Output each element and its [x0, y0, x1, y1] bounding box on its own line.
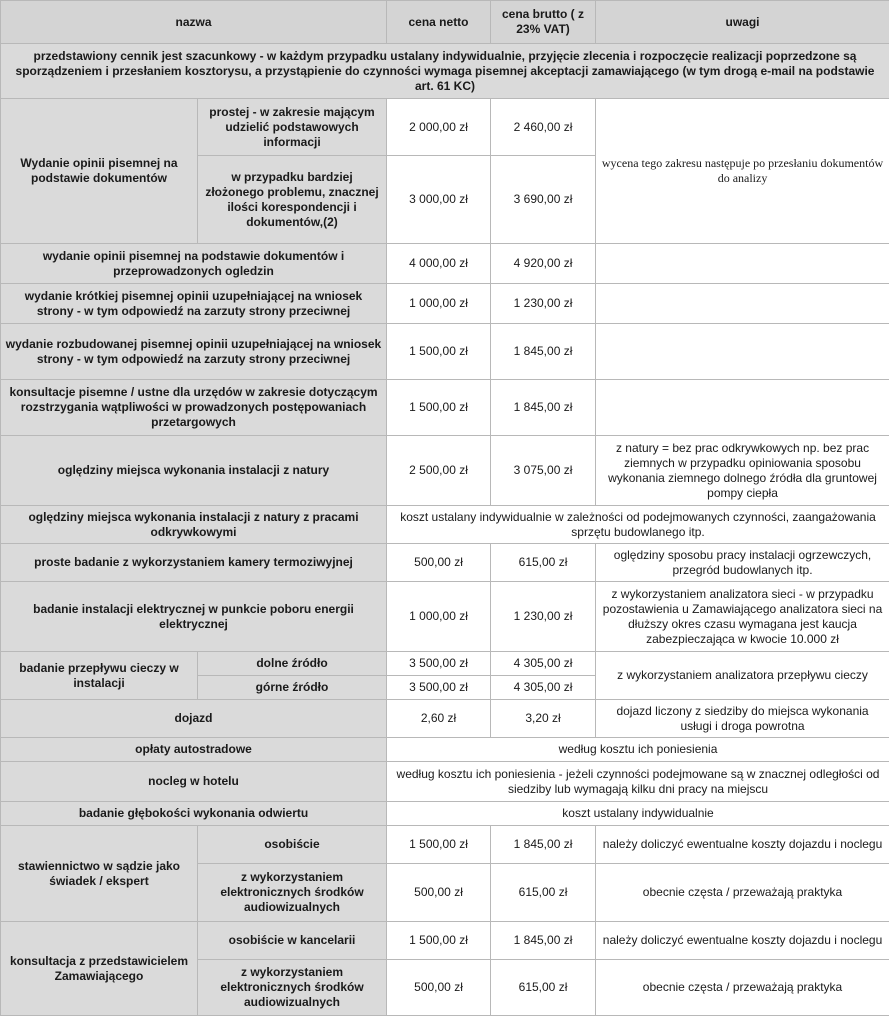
row-note — [596, 284, 889, 324]
row-sublabel: z wykorzystaniem elektronicznych środków audiowizualnych — [198, 960, 387, 1016]
price-gross: 615,00 zł — [491, 544, 596, 582]
table-row — [1, 324, 889, 380]
table-row — [1, 762, 889, 802]
row-note: z natury = bez prac odkrywkowych np. bez prac ziemnych w przypadku opiniowania sposobu wykonania ziemnego dolnego źródła dla gruntowej pompy ciepła — [596, 436, 889, 506]
row-name: oględziny miejsca wykonania instalacji z natury z pracami odkrywkowymi — [1, 506, 387, 544]
row-name: wydanie rozbudowanej pisemnej opinii uzupełniającej na wniosek strony - w tym odpowiedź na zarzuty strony przeciwnej — [1, 324, 387, 380]
price-gross: 4 920,00 zł — [491, 244, 596, 284]
table-row — [1, 506, 889, 544]
row-name: dojazd — [1, 700, 387, 738]
price-net: 3 000,00 zł — [387, 156, 491, 244]
header-gross: cena brutto ( z 23% VAT) — [491, 1, 596, 44]
row-note — [596, 324, 889, 380]
row-sublabel: dolne źródło — [198, 652, 387, 676]
price-net: 1 500,00 zł — [387, 324, 491, 380]
price-net: 1 000,00 zł — [387, 284, 491, 324]
price-gross: 1 230,00 zł — [491, 284, 596, 324]
row-note: z wykorzystaniem analizatora sieci - w przypadku pozostawienia u Zamawiającego analizatora sieci na dłuższy okres czasu wymagana jest kaucja zabezpieczająca w kwocie 10.000 zł — [596, 582, 889, 652]
header-name: nazwa — [1, 1, 387, 44]
price-gross: 1 230,00 zł — [491, 582, 596, 652]
row-merged-note: koszt ustalany indywidualnie w zależności od podejmowanych czynności, zaangażowania sprzętu budowlanego itp. — [387, 506, 889, 544]
row-name: oględziny miejsca wykonania instalacji z natury — [1, 436, 387, 506]
row-note: obecnie częsta / przeważają praktyka — [596, 864, 889, 922]
price-gross: 3 075,00 zł — [491, 436, 596, 506]
table-row — [1, 652, 889, 676]
row-name: proste badanie z wykorzystaniem kamery termoziwyjnej — [1, 544, 387, 582]
row-note: należy doliczyć ewentualne koszty dojazdu i noclegu — [596, 922, 889, 960]
table-row — [1, 99, 889, 156]
price-net: 500,00 zł — [387, 960, 491, 1016]
row-name: opłaty autostradowe — [1, 738, 387, 762]
price-gross: 4 305,00 zł — [491, 676, 596, 700]
header-notes: uwagi — [596, 1, 889, 44]
price-net: 2,60 zł — [387, 700, 491, 738]
price-net: 1 500,00 zł — [387, 922, 491, 960]
price-net: 500,00 zł — [387, 864, 491, 922]
notice-text: przedstawiony cennik jest szacunkowy - w każdym przypadku ustalany indywidualnie, przyjęcie zlecenia i rozpoczęcie realizacji poprzedzone są sporządzeniem i przesłaniem kosztorysu, a przystąpienie do czynności wymaga pisemnej akceptacji zamawiającego (w tym drogą e-mail na podstawie art. 61 KC) — [1, 44, 889, 99]
price-gross: 1 845,00 zł — [491, 826, 596, 864]
row-note — [596, 244, 889, 284]
table-row — [1, 826, 889, 864]
header-net: cena netto — [387, 1, 491, 44]
price-gross: 3 690,00 zł — [491, 156, 596, 244]
row-note — [596, 380, 889, 436]
price-gross: 1 845,00 zł — [491, 922, 596, 960]
row-name: wydanie opinii pisemnej na podstawie dokumentów i przeprowadzonych ogledzin — [1, 244, 387, 284]
table-row — [1, 284, 889, 324]
price-net: 500,00 zł — [387, 544, 491, 582]
table-row — [1, 802, 889, 826]
row-sublabel: osobiście w kancelarii — [198, 922, 387, 960]
table-row — [1, 244, 889, 284]
price-gross: 4 305,00 zł — [491, 652, 596, 676]
price-gross: 2 460,00 zł — [491, 99, 596, 156]
price-net: 1 500,00 zł — [387, 380, 491, 436]
price-net: 2 500,00 zł — [387, 436, 491, 506]
row-note: należy doliczyć ewentualne koszty dojazdu i noclegu — [596, 826, 889, 864]
row-sublabel: górne źródło — [198, 676, 387, 700]
notice-row — [1, 44, 889, 99]
row-name: badanie instalacji elektrycznej w punkcie poboru energii elektrycznej — [1, 582, 387, 652]
price-gross: 1 845,00 zł — [491, 324, 596, 380]
price-net: 1 500,00 zł — [387, 826, 491, 864]
table-row — [1, 436, 889, 506]
price-gross: 615,00 zł — [491, 960, 596, 1016]
row-name: stawiennictwo w sądzie jako świadek / ekspert — [1, 826, 198, 922]
table-row — [1, 922, 889, 960]
row-note: dojazd liczony z siedziby do miejsca wykonania usługi i droga powrotna — [596, 700, 889, 738]
row-name: wydanie krótkiej pisemnej opinii uzupełniającej na wniosek strony - w tym odpowiedź na zarzuty strony przeciwnej — [1, 284, 387, 324]
row-note: obecnie częsta / przeważają praktyka — [596, 960, 889, 1016]
row-sublabel: w przypadku bardziej złożonego problemu, znacznej ilości korespondencji i dokumentów,(2) — [198, 156, 387, 244]
row-name: konsultacja z przedstawicielem Zamawiającego — [1, 922, 198, 1016]
row-merged-note: według kosztu ich poniesienia - jeżeli czynności podejmowane są w znacznej odległości od siedziby lub wymagają kilku dni pracy na miejscu — [387, 762, 889, 802]
table-row — [1, 380, 889, 436]
price-net: 3 500,00 zł — [387, 652, 491, 676]
row-name: nocleg w hotelu — [1, 762, 387, 802]
row-name: badanie głębokości wykonania odwiertu — [1, 802, 387, 826]
row-name: konsultacje pisemne / ustne dla urzędów w zakresie dotyczącym rozstrzygania wątpliwości w prowadzonych postępowaniach przetargowych — [1, 380, 387, 436]
price-gross: 1 845,00 zł — [491, 380, 596, 436]
price-gross: 615,00 zł — [491, 864, 596, 922]
table-row — [1, 738, 889, 762]
row-note: oględziny sposobu pracy instalacji ogrzewczych, przegród budowlanych itp. — [596, 544, 889, 582]
row-sublabel: osobiście — [198, 826, 387, 864]
row-sublabel: z wykorzystaniem elektronicznych środków audiowizualnych — [198, 864, 387, 922]
price-gross: 3,20 zł — [491, 700, 596, 738]
row-name: Wydanie opinii pisemnej na podstawie dokumentów — [1, 99, 198, 244]
price-net: 2 000,00 zł — [387, 99, 491, 156]
row-merged-note: według kosztu ich poniesienia — [387, 738, 889, 762]
row-note: wycena tego zakresu następuje po przesłaniu dokumentów do analizy — [596, 99, 889, 244]
price-net: 1 000,00 zł — [387, 582, 491, 652]
table-row — [1, 582, 889, 652]
table-row — [1, 544, 889, 582]
table-row — [1, 700, 889, 738]
row-sublabel: prostej - w zakresie mającym udzielić podstawowych informacji — [198, 99, 387, 156]
price-net: 3 500,00 zł — [387, 676, 491, 700]
row-name: badanie przepływu cieczy w instalacji — [1, 652, 198, 700]
row-note: z wykorzystaniem analizatora przepływu cieczy — [596, 652, 889, 700]
row-merged-note: koszt ustalany indywidualnie — [387, 802, 889, 826]
price-net: 4 000,00 zł — [387, 244, 491, 284]
table-header-row — [1, 1, 889, 44]
